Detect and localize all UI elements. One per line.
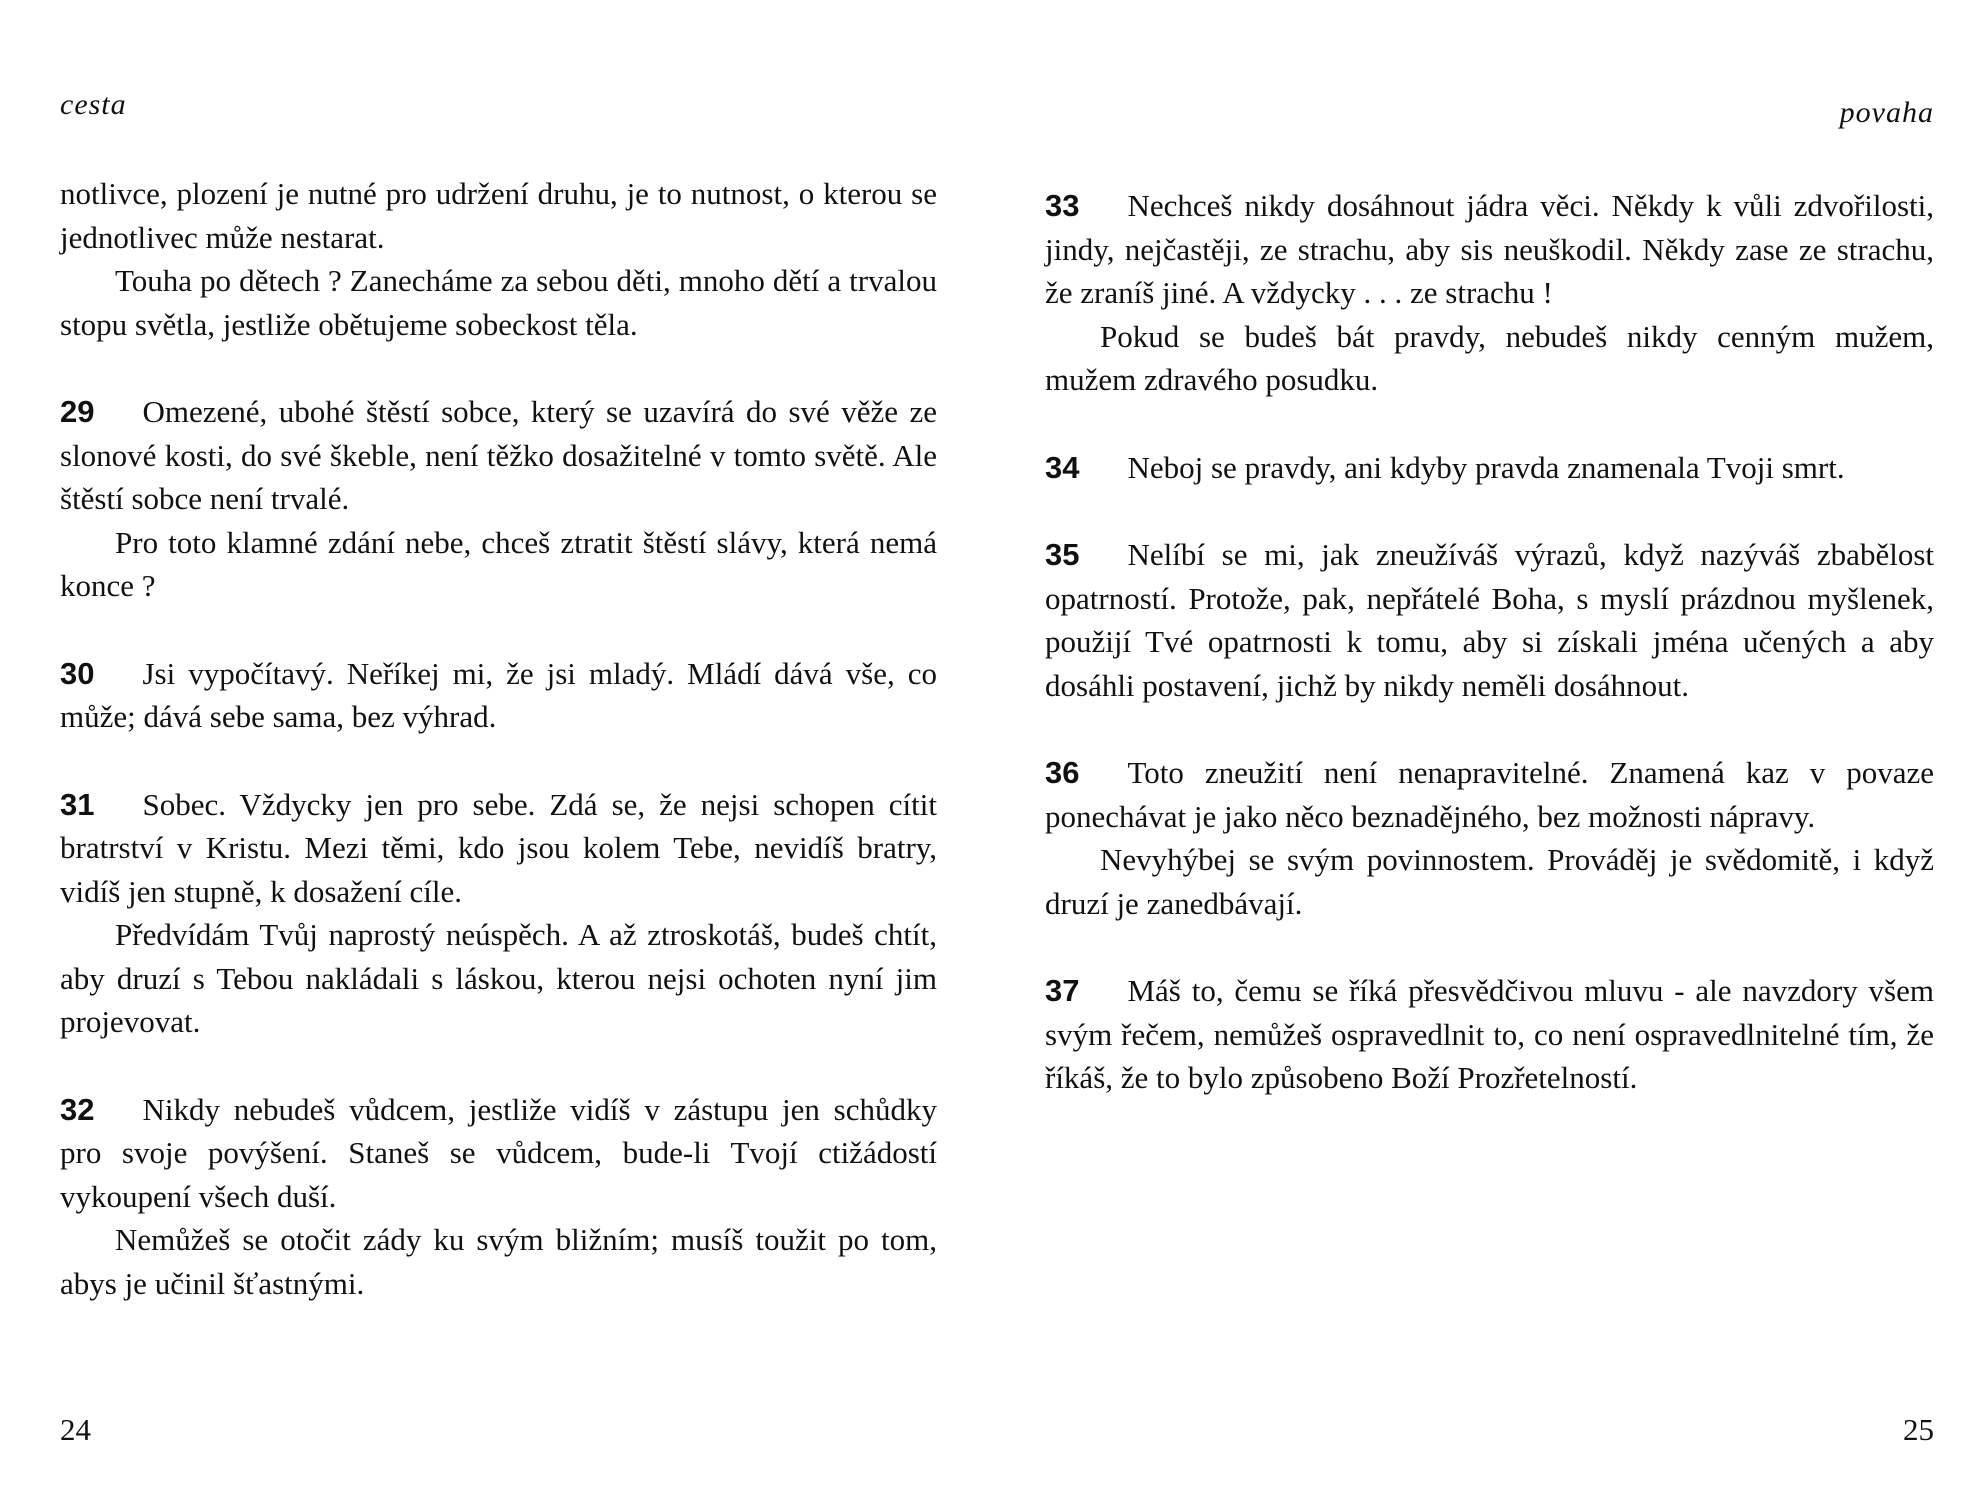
- entry-number: 35: [1045, 537, 1080, 572]
- paragraph: [60, 1088, 937, 1219]
- paragraph-text: Toto zneužití není nenapravitelné. Znamená kaz v povaze ponechávat je jako něco beznadějného, bez možnosti nápravy.: [1045, 755, 1934, 834]
- entry-36: [1045, 751, 1934, 925]
- paragraph-text: Neboj se pravdy, ani kdyby pravda znamenala Tvoji smrt.: [1127, 449, 1845, 485]
- paragraph: [1045, 446, 1934, 490]
- paragraph: [1045, 533, 1934, 707]
- entry-number: 34: [1045, 449, 1080, 485]
- paragraph: Touha po dětech ? Zanecháme za sebou děti, mnoho dětí a trvalou stopu světla, jestliže obětujeme sobeckost těla.: [60, 263, 937, 342]
- entry-number: 33: [1045, 188, 1080, 223]
- right-page: [1045, 0, 1934, 1500]
- paragraph: [1045, 969, 1934, 1100]
- paragraph: Nemůžeš se otočit zády ku svým bližním; musíš toužit po tom, abys je učinil šťastnými.: [60, 1222, 937, 1301]
- running-head-left: cesta: [60, 88, 127, 121]
- entry-number: 37: [1045, 973, 1080, 1008]
- entry-number: 36: [1045, 755, 1080, 790]
- paragraph: notlivce, plození je nutné pro udržení druhu, je to nutnost, o kterou se jednotlivec může nestarat.: [60, 176, 937, 255]
- paragraph: Pro toto klamné zdání nebe, chceš ztratit štěstí slávy, která nemá konce ?: [60, 524, 937, 603]
- paragraph: Nevyhýbej se svým povinnostem. Prováděj je svědomitě, i když druzí je zanedbávají.: [1045, 842, 1934, 921]
- entry-number: 32: [60, 1091, 95, 1127]
- entry-number: 30: [60, 655, 95, 691]
- entry-number: 29: [60, 394, 95, 429]
- entry-30: [60, 652, 937, 739]
- left-body-text: [60, 172, 937, 1349]
- paragraph: Předvídám Tvůj naprostý neúspěch. A až ztroskotáš, budeš chtít, aby druzí s Tebou nakládali s láskou, kterou nejsi ochoten nyní jim projevovat.: [60, 917, 937, 1039]
- paragraph: Pokud se budeš bát pravdy, nebudeš nikdy cenným mužem, mužem zdravého posudku.: [1045, 318, 1934, 397]
- paragraph: [1045, 751, 1934, 838]
- entry-number: 31: [60, 786, 95, 822]
- paragraph: [1045, 184, 1934, 315]
- entry-34: [1045, 446, 1934, 490]
- paragraph-text: Sobec. Vždycky jen pro sebe. Zdá se, že nejsi schopen cítit bratrství v Kristu. Mezi těmi, kdo jsou kolem Tebe, nevidíš bratry, vidíš jen stupně, k dosažení cíle.: [60, 786, 937, 909]
- paragraph: [60, 652, 937, 739]
- paragraph-text: Omezené, ubohé štěstí sobce, který se uzavírá do své věže ze slonové kosti, do své škeble, není těžko dosažitelné v tomto světě. Ale štěstí sobce není trvalé.: [60, 394, 937, 516]
- entry-37: [1045, 969, 1934, 1100]
- entry-33: [1045, 184, 1934, 402]
- entry-31: [60, 783, 937, 1044]
- paragraph-text: Máš to, čemu se říká přesvědčivou mluvu - ale navzdory všem svým řečem, nemůžeš ospravedlnit to, co není ospravedlnitelné tím, že říkáš, že to bylo způsobeno Boží Prozřetelností.: [1045, 973, 1934, 1095]
- opening-continuation: [60, 172, 937, 346]
- entry-29: [60, 390, 937, 608]
- page-number-left: 24: [60, 1412, 91, 1447]
- entry-35: [1045, 533, 1934, 707]
- running-head-right: povaha: [1839, 96, 1934, 129]
- paragraph-text: Nikdy nebudeš vůdcem, jestliže vidíš v zástupu jen schůdky pro svoje povýšení. Staneš se vůdcem, bude-li Tvojí ctižádostí vykoupení všech duší.: [60, 1091, 937, 1214]
- paragraph-text: Nechceš nikdy dosáhnout jádra věci. Někdy k vůli zdvořilosti, jindy, nejčastěji, ze strachu, aby sis neuškodil. Někdy zase ze strachu, že zraníš jiné. A vždycky . . . ze strachu !: [1045, 188, 1934, 310]
- right-body-text: [1045, 184, 1934, 1144]
- paragraph-text: Nelíbí se mi, jak zneužíváš výrazů, když nazýváš zbabělost opatrností. Protože, pak, nepřátelé Boha, s myslí prázdnou myšlenek, použijí Tvé opatrnosti k tomu, aby si získali jména učených a aby dosáhli postavení, jichž by nikdy neměli dosáhnout.: [1045, 537, 1934, 703]
- paragraph: [60, 390, 937, 521]
- paragraph: [60, 783, 937, 914]
- entry-32: [60, 1088, 937, 1306]
- page-number-right: 25: [1903, 1412, 1934, 1447]
- left-page: [60, 0, 937, 1500]
- paragraph-text: Jsi vypočítavý. Neříkej mi, že jsi mladý. Mládí dává vše, co může; dává sebe sama, bez výhrad.: [60, 655, 937, 734]
